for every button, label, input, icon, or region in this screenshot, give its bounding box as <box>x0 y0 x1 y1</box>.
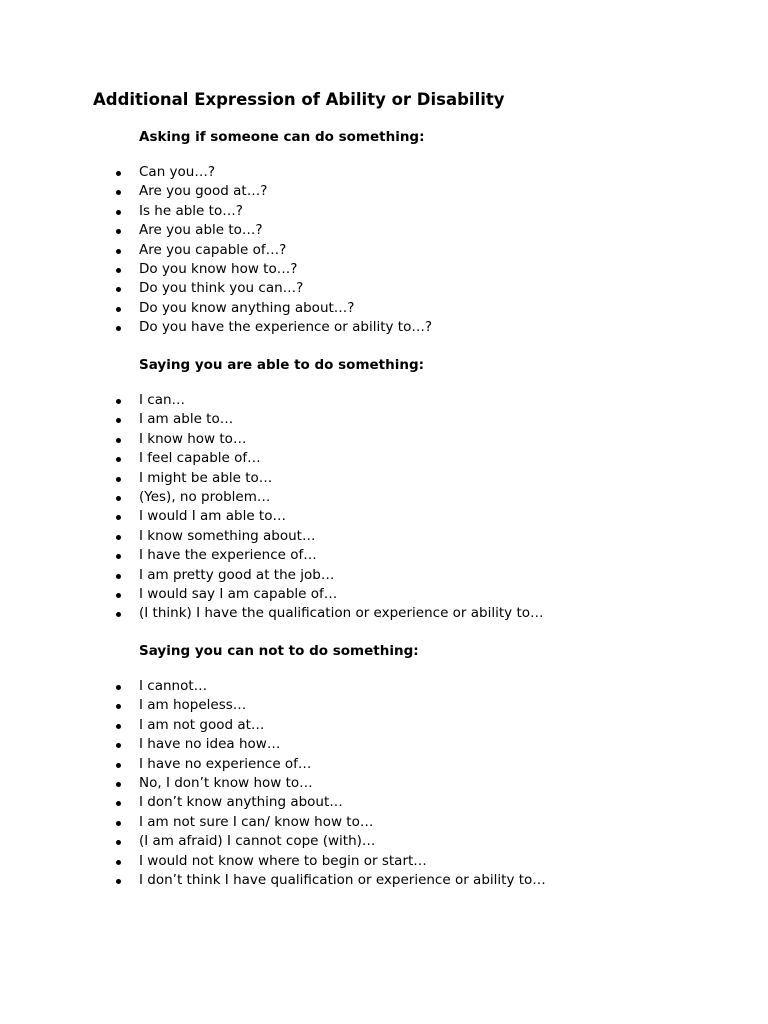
list-item-text: I don’t think I have qualification or experience or ability to… <box>139 871 546 888</box>
list-item-text: I cannot… <box>139 678 208 694</box>
bullet-icon <box>116 477 121 482</box>
section-heading: Saying you are able to do something: <box>139 357 425 373</box>
list-item-text: I would not know where to begin or start… <box>139 852 427 869</box>
list-item-text: I don’t know anything about… <box>139 794 343 811</box>
bullet-icon <box>116 704 121 709</box>
list-item-text: I feel capable of… <box>139 450 261 467</box>
list-item-text: Are you capable of…? <box>139 241 287 258</box>
bullet-icon <box>116 879 121 884</box>
list-item-text: I am pretty good at the job… <box>139 566 335 583</box>
bullet-icon <box>116 287 121 292</box>
bullet-icon <box>116 743 121 748</box>
list-item-text: I can… <box>139 392 186 408</box>
section-heading: Saying you can not to do something: <box>139 643 419 659</box>
list-item-text: (I am afraid) I cannot cope (with)… <box>139 833 376 850</box>
bullet-icon <box>116 249 121 254</box>
bullet-icon <box>116 801 121 806</box>
bullet-icon <box>116 307 121 312</box>
bullet-icon <box>116 763 121 768</box>
bullet-icon <box>116 593 121 598</box>
list-item-text: I am not good at… <box>139 716 265 733</box>
list-item-text: No, I don’t know how to… <box>139 774 313 791</box>
document-title: Additional Expression of Ability or Disability <box>93 90 505 109</box>
list-item-text: Is he able to…? <box>139 202 243 219</box>
bullet-icon <box>116 554 121 559</box>
bullet-icon <box>116 190 121 195</box>
list-item-text: I know how to… <box>139 430 247 447</box>
list-item-text: (Yes), no problem… <box>139 488 271 505</box>
list-item-text: I have no experience of… <box>139 755 312 772</box>
bullet-icon <box>116 210 121 215</box>
bullet-icon <box>116 457 121 462</box>
list-item-text: I know something about… <box>139 527 316 544</box>
list-item-text: Do you think you can…? <box>139 280 304 297</box>
list-item-text: I would I am able to… <box>139 508 286 525</box>
bullet-icon <box>116 438 121 443</box>
list-item-text: Are you good at…? <box>139 183 268 200</box>
list-item-text: Are you able to…? <box>139 222 263 239</box>
list-item-text: I am able to… <box>139 411 234 428</box>
section-heading: Asking if someone can do something: <box>139 129 425 145</box>
list-item-text: Do you have the experience or ability to…? <box>139 319 433 336</box>
list-item-text: Do you know how to…? <box>139 260 298 277</box>
list-item-text: I would say I am capable of… <box>139 585 338 602</box>
bullet-icon <box>116 612 121 617</box>
bullet-icon <box>116 515 121 520</box>
list-item-text: I am hopeless… <box>139 697 247 714</box>
bullet-icon <box>116 496 121 501</box>
bullet-icon <box>116 782 121 787</box>
list-item-text: (I think) I have the qualification or experience or ability to… <box>139 605 544 622</box>
bullet-icon <box>116 724 121 729</box>
list-item-text: Do you know anything about…? <box>139 299 355 316</box>
list-item-text: I might be able to… <box>139 469 273 486</box>
list-item-text: I have no idea how… <box>139 736 281 753</box>
bullet-icon <box>116 229 121 234</box>
bullet-icon <box>116 418 121 423</box>
bullet-icon <box>116 685 121 690</box>
bullet-icon <box>116 326 121 331</box>
list-item-text: I am not sure I can/ know how to… <box>139 813 374 830</box>
bullet-icon <box>116 574 121 579</box>
bullet-icon <box>116 535 121 540</box>
bullet-icon <box>116 399 121 404</box>
bullet-icon <box>116 821 121 826</box>
bullet-icon <box>116 171 121 176</box>
list-item-text: I have the experience of… <box>139 547 317 564</box>
bullet-icon <box>116 860 121 865</box>
list-item-text: Can you…? <box>139 164 216 180</box>
bullet-icon <box>116 840 121 845</box>
bullet-icon <box>116 268 121 273</box>
